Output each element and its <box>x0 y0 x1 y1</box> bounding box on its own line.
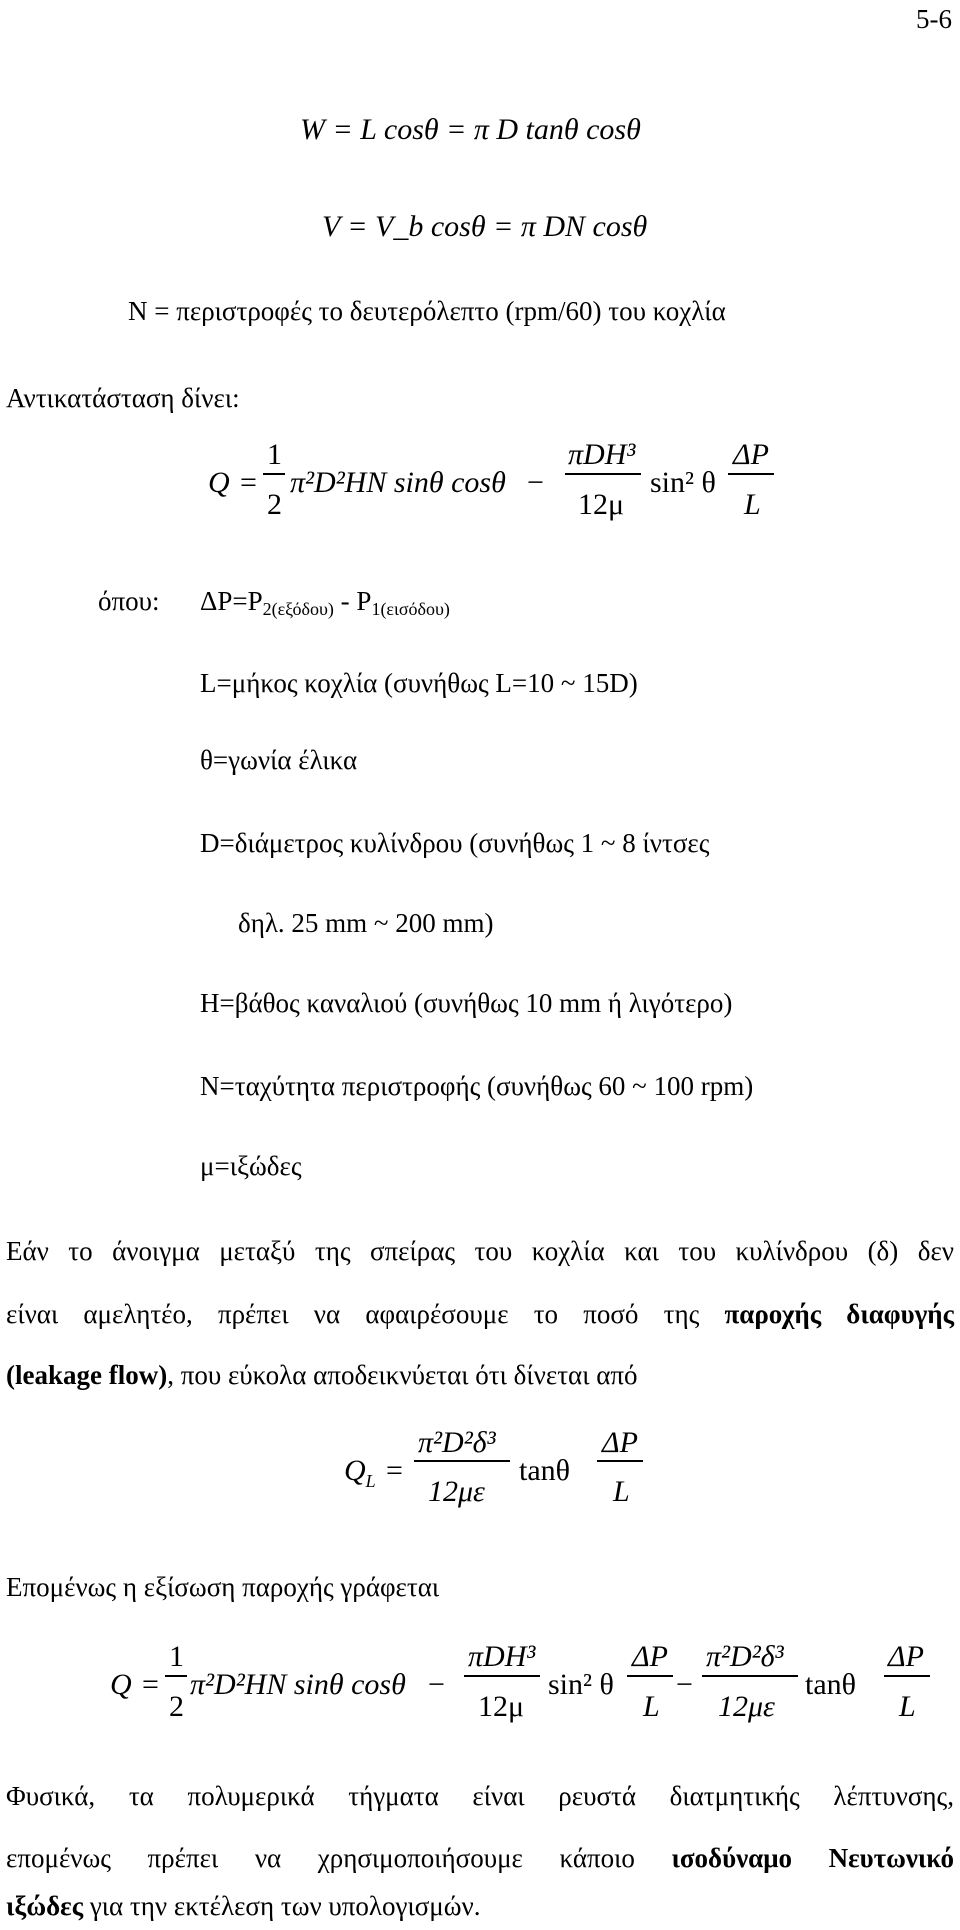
n-definition: N = περιστροφές το δευτερόλεπτο (rpm/60) του κοχλία <box>128 296 726 326</box>
para3-viscosity-term: ιξώδες <box>6 1891 84 1921</box>
eq-q-minus: − <box>527 466 544 499</box>
eq-q-frac-bar <box>565 473 641 475</box>
para1-line2 <box>6 1299 954 1330</box>
para3-line2-text: επομένως πρέπει να χρησιμοποιήσουμε κάποιο <box>6 1843 672 1873</box>
eq-ql-tan: tanθ <box>519 1454 571 1487</box>
eq-ql-lhs <box>344 1456 376 1490</box>
def-d: D=διάμετρος κυλίνδρου (συνήθως 1 ~ 8 ίντσες <box>200 828 710 858</box>
eq-full-half-num: 1 <box>169 1640 184 1673</box>
para3-equivalent-term: ισοδύναμο Νευτωνικό <box>671 1843 954 1873</box>
eq-full-frac2-num: π²D²δ³ <box>706 1640 784 1673</box>
eq-ql-dp-num: ΔP <box>602 1426 638 1459</box>
eq-q-frac-num: πDH³ <box>568 438 636 471</box>
eq-q-term1: π²D²HN sinθ cosθ <box>290 466 506 499</box>
eq-full-lhs: Q <box>110 1668 132 1701</box>
eq-full-minus2: − <box>676 1668 693 1701</box>
para3-line2 <box>6 1843 954 1874</box>
eq-q-lhs: Q <box>208 466 230 499</box>
eq-q-dp-den: L <box>744 488 761 521</box>
eq-ql-num: π²D²δ³ <box>418 1426 496 1459</box>
eq-full-frac2-den: 12με <box>718 1690 775 1723</box>
def-dp-main: ΔP=P <box>200 586 263 616</box>
def-d-cont: δηλ. 25 mm ~ 200 mm) <box>238 908 494 938</box>
para1-leakage-flow: (leakage flow) <box>6 1360 168 1390</box>
eq-full-half-bar <box>165 1675 187 1677</box>
eq-q-half-num: 1 <box>267 438 282 471</box>
para1-line3-text: , που εύκολα αποδεικνύεται ότι δίνεται από <box>167 1360 638 1390</box>
def-theta: θ=γωνία έλικα <box>200 745 358 775</box>
eq-full-dp-num: ΔP <box>632 1640 668 1673</box>
equation-v: V = V_b cosθ = π DN cosθ <box>322 210 648 243</box>
eq-full-sin2: sin² θ <box>548 1668 614 1701</box>
eq-full-tan: tanθ <box>805 1668 857 1701</box>
def-n: N=ταχύτητα περιστροφής (συνήθως 60 ~ 100 rpm) <box>200 1071 754 1101</box>
eq-full-dp2-den: L <box>899 1690 916 1723</box>
eq-full-frac-den: 12μ <box>478 1690 525 1723</box>
para1-line1: Εάν το άνοιγμα μεταξύ της σπείρας του κοχλία και του κυλίνδρου (δ) δεν <box>6 1236 954 1266</box>
eq-q-half-den: 2 <box>267 488 282 521</box>
eq-ql-bar <box>414 1460 510 1462</box>
eq-q-sin2: sin² θ <box>650 466 716 499</box>
eq-q-dp-bar <box>728 473 774 475</box>
eq-ql-den: 12με <box>428 1475 485 1508</box>
eq-q-dp-num: ΔP <box>733 438 769 471</box>
para3-line1: Φυσικά, τα πολυμερικά τήγματα είναι ρευστά διατμητικής λέπτυνσης, <box>6 1781 954 1811</box>
def-dp-sub1: 2(εξόδου) <box>262 599 334 619</box>
eq-q-frac-den: 12μ <box>578 488 625 521</box>
equation-w: W = L cosθ = π D tanθ cosθ <box>300 113 641 146</box>
eq-ql-lhs-sub: L <box>365 1471 376 1491</box>
eq-ql-dp-bar <box>597 1460 643 1462</box>
def-l: L=μήκος κοχλία (συνήθως L=10 ~ 15D) <box>200 668 638 698</box>
def-dp <box>200 588 450 618</box>
eq-ql-equals: = <box>386 1454 403 1487</box>
eq-full-minus1: − <box>428 1668 445 1701</box>
eq-full-equals: = <box>142 1668 159 1701</box>
eq-full-dp-bar <box>627 1675 673 1677</box>
where-label: όπου: <box>98 586 160 616</box>
eq-full-half-den: 2 <box>169 1690 184 1723</box>
eq-full-dp2-num: ΔP <box>888 1640 924 1673</box>
para1-leakage-term: παροχής διαφυγής <box>724 1299 954 1329</box>
eq-q-equals: = <box>240 466 257 499</box>
para1-line2-text: είναι αμελητέο, πρέπει να αφαιρέσουμε το ποσό της <box>6 1299 725 1329</box>
def-dp-mid: - P <box>333 586 372 616</box>
para3-line3-text: για την εκτέλεση των υπολογισμών. <box>83 1891 481 1921</box>
para1-line3 <box>6 1362 638 1389</box>
eq-full-dp-den: L <box>643 1690 660 1723</box>
substitution-label: Αντικατάσταση δίνει: <box>6 383 240 413</box>
def-h: H=βάθος καναλιού (συνήθως 10 mm ή λιγότερο) <box>200 988 733 1018</box>
eq-q-half-bar <box>263 473 285 475</box>
eq-full-frac-num: πDH³ <box>468 1640 536 1673</box>
eq-ql-lhs-q: Q <box>344 1454 366 1487</box>
eq-ql-dp-den: L <box>613 1475 630 1508</box>
eq-full-dp2-bar <box>884 1675 930 1677</box>
eq-full-frac2-bar <box>702 1675 798 1677</box>
def-dp-sub2: 1(εισόδου) <box>371 599 450 619</box>
eq-full-frac-bar <box>464 1675 540 1677</box>
para2: Επομένως η εξίσωση παροχής γράφεται <box>6 1572 440 1602</box>
def-mu: μ=ιξώδες <box>200 1151 302 1181</box>
eq-full-term1: π²D²HN sinθ cosθ <box>190 1668 406 1701</box>
para3-line3 <box>6 1893 480 1920</box>
page-number: 5-6 <box>916 4 952 34</box>
